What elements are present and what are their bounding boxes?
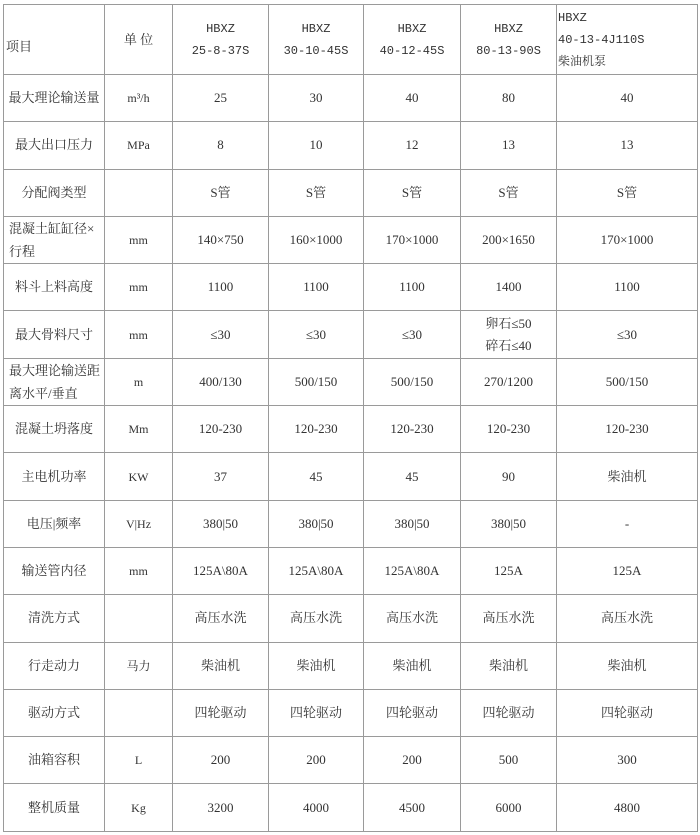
param-cell: 主电机功率 bbox=[4, 453, 105, 500]
value-cell: 200 bbox=[269, 737, 364, 784]
unit-cell: mm bbox=[105, 311, 173, 358]
value-cell: S管 bbox=[557, 169, 698, 216]
value-cell: S管 bbox=[461, 169, 557, 216]
header-model-4: HBXZ 80-13-90S bbox=[461, 5, 557, 75]
value-cell: 380|50 bbox=[269, 500, 364, 547]
value-cell: 120-230 bbox=[173, 406, 269, 453]
value-cell: 125A\80A bbox=[173, 547, 269, 594]
value-cell: 高压水洗 bbox=[557, 595, 698, 642]
value-cell: 380|50 bbox=[173, 500, 269, 547]
value-cell: 200×1650 bbox=[461, 216, 557, 263]
unit-cell: mm bbox=[105, 547, 173, 594]
unit-cell: KW bbox=[105, 453, 173, 500]
table-row bbox=[4, 642, 698, 689]
value-cell: 12 bbox=[364, 122, 461, 169]
param-cell: 行走动力 bbox=[4, 642, 105, 689]
table-row bbox=[4, 216, 698, 263]
value-cell: 1100 bbox=[173, 264, 269, 311]
value-cell: 四轮驱动 bbox=[173, 689, 269, 736]
value-cell: 高压水洗 bbox=[364, 595, 461, 642]
value-cell: 500/150 bbox=[557, 358, 698, 405]
value-cell: 柴油机 bbox=[269, 642, 364, 689]
value-cell: 500/150 bbox=[364, 358, 461, 405]
unit-cell bbox=[105, 595, 173, 642]
value-cell: 柴油机 bbox=[461, 642, 557, 689]
header-model-1: HBXZ 25-8-37S bbox=[173, 5, 269, 75]
value-cell: S管 bbox=[364, 169, 461, 216]
value-cell: ≤30 bbox=[173, 311, 269, 358]
header-unit: 单 位 bbox=[105, 5, 173, 75]
value-cell: 卵石≤50 碎石≤40 bbox=[461, 311, 557, 358]
header-model-2: HBXZ 30-10-45S bbox=[269, 5, 364, 75]
table-row bbox=[4, 689, 698, 736]
param-cell: 最大出口压力 bbox=[4, 122, 105, 169]
value-cell: 10 bbox=[269, 122, 364, 169]
param-cell: 混凝土坍落度 bbox=[4, 406, 105, 453]
value-cell: 140×750 bbox=[173, 216, 269, 263]
value-cell: 40 bbox=[364, 75, 461, 122]
value-cell: 160×1000 bbox=[269, 216, 364, 263]
value-cell: ≤30 bbox=[364, 311, 461, 358]
value-cell: S管 bbox=[173, 169, 269, 216]
value-cell: 4000 bbox=[269, 784, 364, 831]
table-row bbox=[4, 75, 698, 122]
unit-cell: V|Hz bbox=[105, 500, 173, 547]
value-cell: 8 bbox=[173, 122, 269, 169]
param-cell: 电压|频率 bbox=[4, 500, 105, 547]
value-cell: 125A\80A bbox=[269, 547, 364, 594]
table-row bbox=[4, 737, 698, 784]
value-cell: 45 bbox=[269, 453, 364, 500]
value-cell: ≤30 bbox=[269, 311, 364, 358]
param-cell: 最大理论输送距 离水平/垂直 bbox=[4, 358, 105, 405]
value-cell: 高压水洗 bbox=[269, 595, 364, 642]
value-cell: 90 bbox=[461, 453, 557, 500]
value-cell: 四轮驱动 bbox=[557, 689, 698, 736]
value-cell: 柴油机 bbox=[557, 453, 698, 500]
value-cell: 125A\80A bbox=[364, 547, 461, 594]
value-cell: - bbox=[557, 500, 698, 547]
value-cell: 四轮驱动 bbox=[461, 689, 557, 736]
value-cell: 1100 bbox=[364, 264, 461, 311]
value-cell: 13 bbox=[557, 122, 698, 169]
value-cell: 40 bbox=[557, 75, 698, 122]
table-row bbox=[4, 595, 698, 642]
header-param: 项目 bbox=[4, 5, 105, 75]
value-cell: 200 bbox=[173, 737, 269, 784]
table-row bbox=[4, 453, 698, 500]
value-cell: 120-230 bbox=[461, 406, 557, 453]
value-cell: 200 bbox=[364, 737, 461, 784]
value-cell: 170×1000 bbox=[557, 216, 698, 263]
table-row bbox=[4, 358, 698, 405]
param-cell: 最大骨料尺寸 bbox=[4, 311, 105, 358]
value-cell: 125A bbox=[461, 547, 557, 594]
table-row bbox=[4, 311, 698, 358]
value-cell: 400/130 bbox=[173, 358, 269, 405]
table-row bbox=[4, 547, 698, 594]
unit-cell: MPa bbox=[105, 122, 173, 169]
value-cell: 270/1200 bbox=[461, 358, 557, 405]
value-cell: 30 bbox=[269, 75, 364, 122]
value-cell: 500 bbox=[461, 737, 557, 784]
param-cell: 驱动方式 bbox=[4, 689, 105, 736]
value-cell: 柴油机 bbox=[364, 642, 461, 689]
unit-cell: m³/h bbox=[105, 75, 173, 122]
value-cell: 高压水洗 bbox=[461, 595, 557, 642]
value-cell: 25 bbox=[173, 75, 269, 122]
value-cell: 120-230 bbox=[557, 406, 698, 453]
value-cell: 170×1000 bbox=[364, 216, 461, 263]
unit-cell: Mm bbox=[105, 406, 173, 453]
param-cell: 料斗上料高度 bbox=[4, 264, 105, 311]
value-cell: 高压水洗 bbox=[173, 595, 269, 642]
unit-cell: Kg bbox=[105, 784, 173, 831]
value-cell: 380|50 bbox=[364, 500, 461, 547]
param-cell: 整机质量 bbox=[4, 784, 105, 831]
value-cell: 45 bbox=[364, 453, 461, 500]
value-cell: 13 bbox=[461, 122, 557, 169]
value-cell: 1100 bbox=[557, 264, 698, 311]
param-cell: 输送管内径 bbox=[4, 547, 105, 594]
value-cell: 37 bbox=[173, 453, 269, 500]
header-model-3: HBXZ 40-12-45S bbox=[364, 5, 461, 75]
value-cell: 125A bbox=[557, 547, 698, 594]
table-row bbox=[4, 784, 698, 831]
table-row bbox=[4, 264, 698, 311]
table-row bbox=[4, 500, 698, 547]
unit-cell: mm bbox=[105, 216, 173, 263]
param-cell: 油箱容积 bbox=[4, 737, 105, 784]
value-cell: ≤30 bbox=[557, 311, 698, 358]
unit-cell: 马力 bbox=[105, 642, 173, 689]
value-cell: 300 bbox=[557, 737, 698, 784]
value-cell: 1100 bbox=[269, 264, 364, 311]
value-cell: 500/150 bbox=[269, 358, 364, 405]
unit-cell bbox=[105, 169, 173, 216]
spec-table-container bbox=[3, 4, 697, 832]
param-cell: 最大理论输送量 bbox=[4, 75, 105, 122]
value-cell: 380|50 bbox=[461, 500, 557, 547]
header-model-5: HBXZ 40-13-4J110S 柴油机泵 bbox=[557, 5, 698, 75]
spec-table-body bbox=[4, 5, 698, 832]
param-cell: 清洗方式 bbox=[4, 595, 105, 642]
param-cell: 混凝土缸缸径× 行程 bbox=[4, 216, 105, 263]
value-cell: 4500 bbox=[364, 784, 461, 831]
value-cell: 120-230 bbox=[269, 406, 364, 453]
value-cell: 4800 bbox=[557, 784, 698, 831]
unit-cell: mm bbox=[105, 264, 173, 311]
value-cell: 四轮驱动 bbox=[269, 689, 364, 736]
value-cell: 四轮驱动 bbox=[364, 689, 461, 736]
unit-cell: m bbox=[105, 358, 173, 405]
value-cell: 3200 bbox=[173, 784, 269, 831]
value-cell: 120-230 bbox=[364, 406, 461, 453]
unit-cell: L bbox=[105, 737, 173, 784]
value-cell: S管 bbox=[269, 169, 364, 216]
value-cell: 1400 bbox=[461, 264, 557, 311]
unit-cell bbox=[105, 689, 173, 736]
value-cell: 6000 bbox=[461, 784, 557, 831]
spec-table bbox=[3, 4, 698, 832]
param-cell: 分配阀类型 bbox=[4, 169, 105, 216]
table-row bbox=[4, 169, 698, 216]
table-row bbox=[4, 406, 698, 453]
table-header-row bbox=[4, 5, 698, 75]
value-cell: 80 bbox=[461, 75, 557, 122]
value-cell: 柴油机 bbox=[173, 642, 269, 689]
value-cell: 柴油机 bbox=[557, 642, 698, 689]
table-row bbox=[4, 122, 698, 169]
